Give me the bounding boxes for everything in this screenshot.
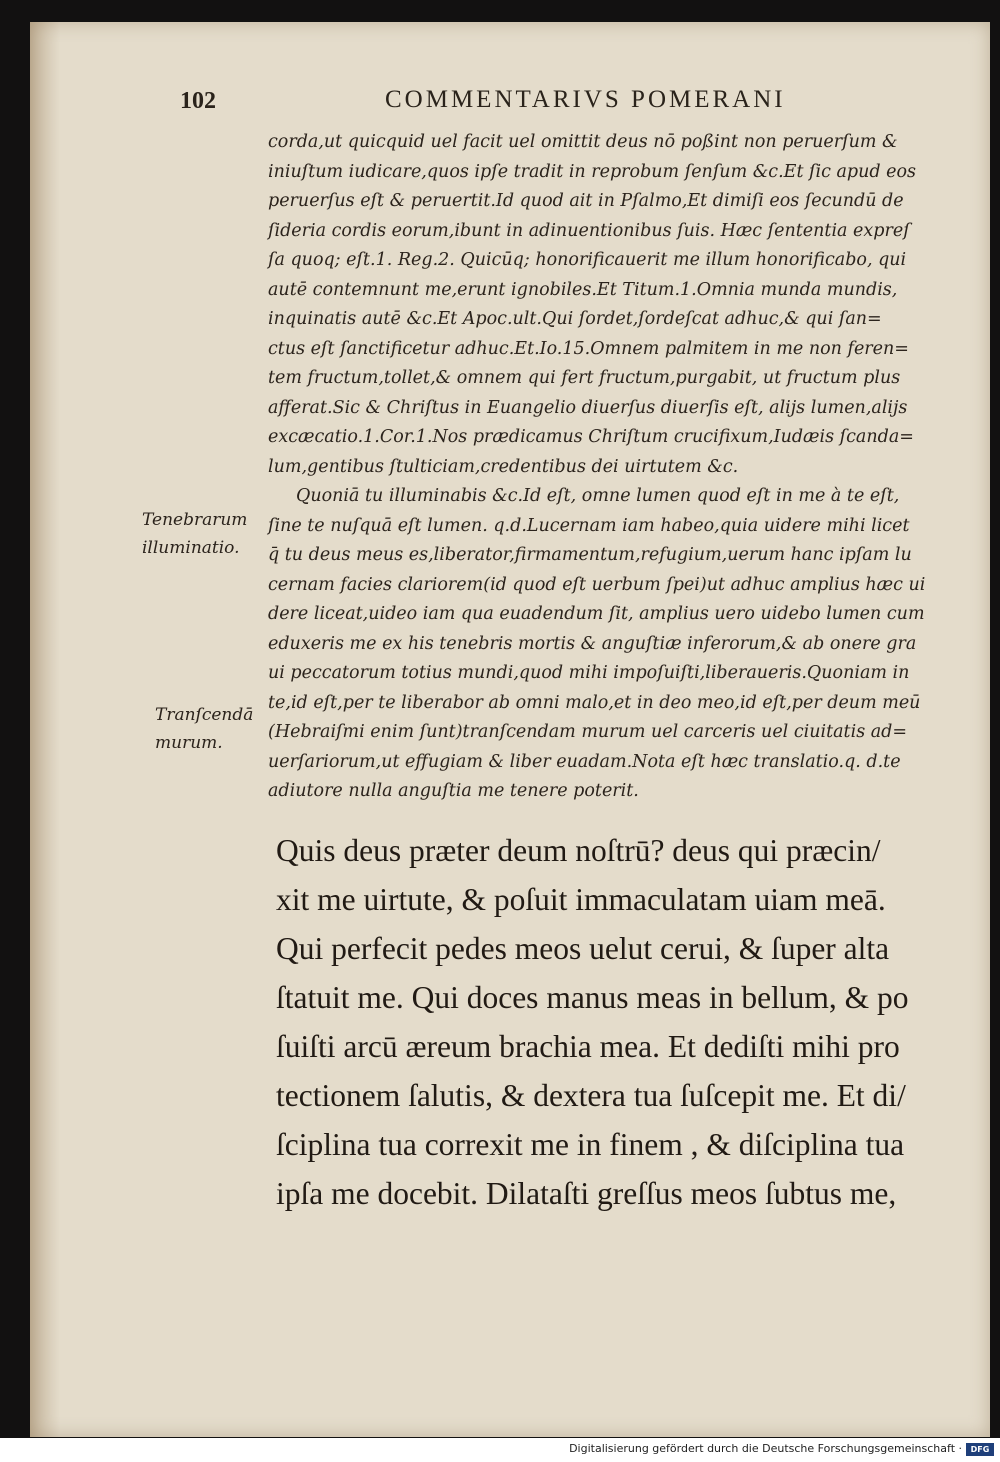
commentary-line: excæcatio.1.Cor.1.Nos prædicamus Chriſtum crucifixum,Iudæis ſcanda= <box>268 427 914 447</box>
marginal-note-line: illuminatio. <box>142 538 240 558</box>
commentary-line: cernam facies clariorem(id quod eſt uerbum ſpei)ut adhuc amplius hæc ui <box>268 574 926 595</box>
marginal-note-tenebrarum <box>142 506 247 562</box>
psalm-line: ſciplina tua correxit me in finem , & diſciplina tua <box>276 1127 905 1162</box>
psalm-verse-block <box>276 826 956 1218</box>
commentary-line: uerſariorum,ut effugiam & liber euadam.Nota eſt hæc translatio.q. d.te <box>268 751 901 772</box>
commentary-line: adiutore nulla anguſtia me tenere poterit. <box>268 781 639 801</box>
commentary-line: ctus eſt ſanctificetur adhuc.Et.Io.15.Omnem palmitem in me non feren= <box>268 338 909 359</box>
marginal-note-transcendam <box>155 701 253 757</box>
commentary-line: ſideria cordis eorum,ibunt in adinuentionibus ſuis. Hæc ſententia expreſ <box>268 220 910 241</box>
gutter-shadow <box>30 22 60 1437</box>
commentary-line: lum,gentibus ſtulticiam,credentibus dei uirtutem &c. <box>268 456 739 477</box>
commentary-line: iniuſtum iudicare,quos ipſe tradit in reprobum ſenſum &c.Et ſic apud eos <box>268 161 917 182</box>
commentary-line: afferat.Sic & Chriſtus in Euangelio diuerſus diuerſis eſt, alijs lumen,alijs <box>268 397 908 418</box>
commentary-block <box>268 128 933 807</box>
commentary-line: peruerſus eſt & peruertit.Id quod ait in Pſalmo,Et dimiſi eos ſecundū de <box>268 191 904 211</box>
funding-credit: Digitalisierung gefördert durch die Deutsche Forschungsgemeinschaft · <box>569 1442 962 1455</box>
commentary-line: ſa quoq; eſt.1. Reg.2. Quicūq; honorificauerit me illum honorificabo, qui <box>268 250 907 270</box>
commentary-line: eduxeris me ex his tenebris mortis & anguſtiæ inferorum,& ab onere gra <box>268 633 917 654</box>
commentary-line: Quoniā tu illuminabis &c.Id eſt, omne lumen quod eſt in me à te eſt, <box>296 486 900 506</box>
footer-bar <box>0 1438 1000 1462</box>
psalm-line: ſuiſti arcū æreum brachia mea. Et dediſti mihi pro <box>276 1029 900 1064</box>
commentary-line: q̄ tu deus meus es,liberator,firmamentum,refugium,uerum hanc ipſam lu <box>268 545 912 565</box>
commentary-line: inquinatis autē &c.Et Apoc.ult.Qui ſordet,ſordeſcat adhuc,& qui ſan= <box>268 309 882 329</box>
psalm-line: ipſa me docebit. Dilataſti greſſus meos ſubtus me, <box>276 1176 897 1211</box>
commentary-line: dere liceat,uideo iam qua euadendum ſit, amplius uero uidebo lumen cum <box>268 604 925 624</box>
commentary-line: ſine te nuſquā eſt lumen. q.d.Lucernam iam habeo,quia uidere mihi licet <box>268 515 910 536</box>
marginal-note-line: Tenebrarum <box>142 510 248 530</box>
psalm-line: Qui perfecit pedes meos uelut cerui, & ſuper alta <box>276 931 890 966</box>
commentary-line: (Hebraiſmi enim ſunt)tranſcendam murum uel carceris uel ciuitatis ad= <box>268 722 908 742</box>
commentary-line: autē contemnunt me,erunt ignobiles.Et Titum.1.Omnia munda mundis, <box>268 279 898 300</box>
marginal-note-line: Tranſcendā <box>155 705 254 725</box>
psalm-line: Quis deus præter deum noſtrū? deus qui præcin/ <box>276 833 881 868</box>
psalm-line: tectionem ſalutis, & dextera tua ſuſcepit me. Et di/ <box>276 1078 906 1113</box>
commentary-line: ui peccatorum totius mundi,quod mihi impoſuiſti,liberaueris.Quoniam in <box>268 663 910 683</box>
dfg-logo: DFG <box>966 1443 994 1456</box>
page-number: 102 <box>180 88 216 114</box>
commentary-line: te,id eſt,per te liberabor ab omni malo,et in deo meo,id eſt,per deum meū <box>268 692 921 713</box>
commentary-line: tem fructum,tollet,& omnem qui fert fructum,purgabit, ut fructum plus <box>268 368 901 388</box>
psalm-line: xit me uirtute, & poſuit immaculatam uiam meā. <box>276 882 886 917</box>
psalm-line: ſtatuit me. Qui doces manus meas in bellum, & po <box>276 980 909 1015</box>
running-head: COMMENTARIVS POMERANI <box>385 86 786 113</box>
commentary-line: corda,ut quicquid uel facit uel omittit deus nō poßint non peruerſum & <box>268 132 898 152</box>
marginal-note-line: murum. <box>155 733 223 753</box>
